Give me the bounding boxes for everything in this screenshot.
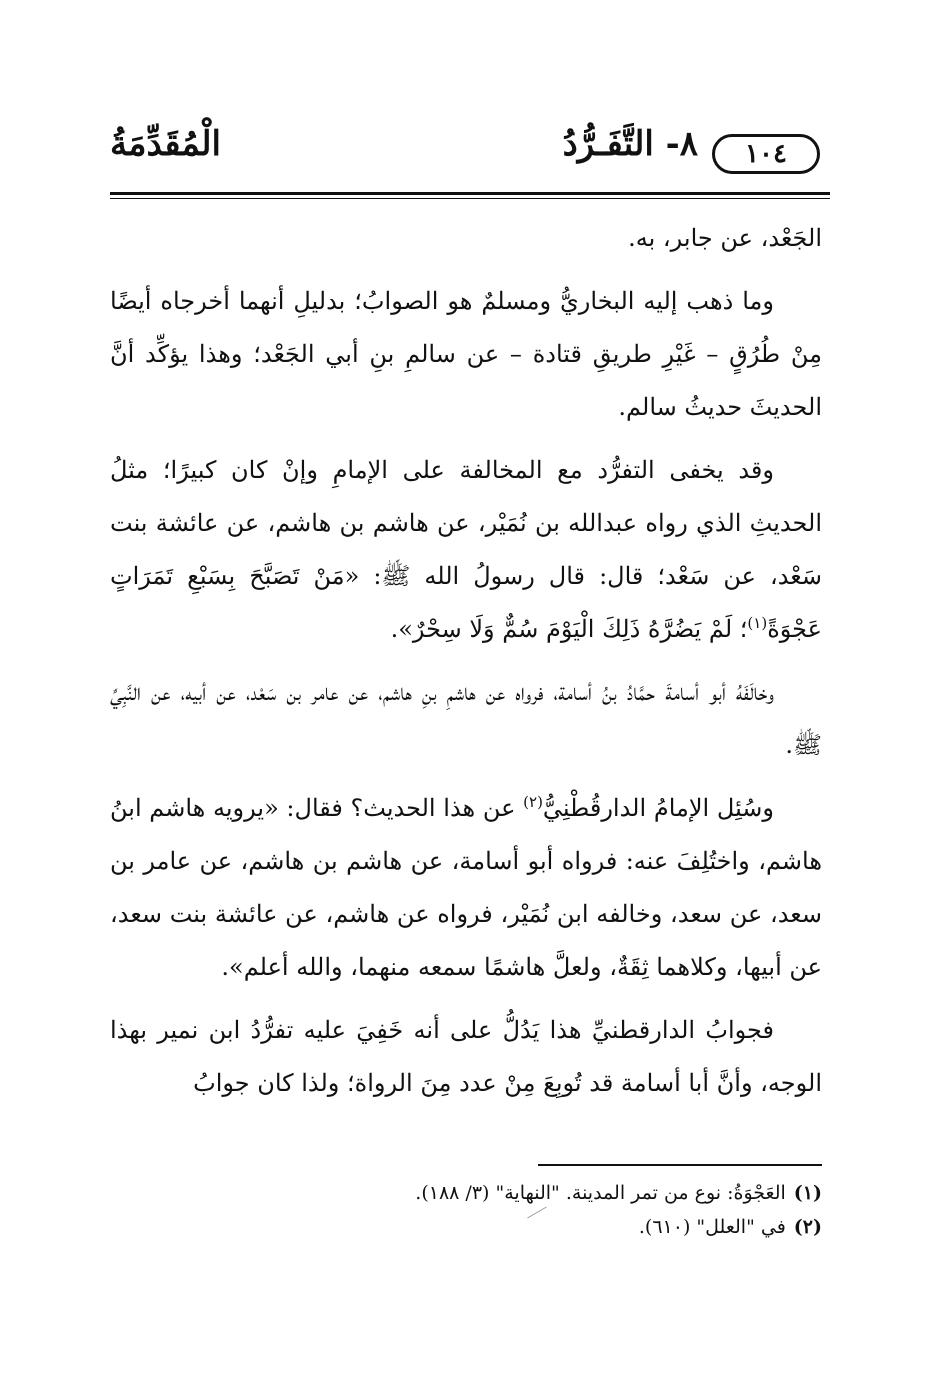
paragraph-4-text: وخالَفَهُ أبو أسامةَ حمَّادُ بنُ أسامة، فرواه عن هاشمِ بنِ هاشم، عن عامر بن سَعْد، عن أبيه، عن النَّبِيِّ ﷺ. xyxy=(110,678,822,759)
footnote-1 xyxy=(300,1176,822,1210)
footnote-ref-2[interactable]: (٢) xyxy=(523,793,543,811)
page-number: ١٠٤ xyxy=(745,139,787,169)
paragraph-2-text: وما ذهب إليه البخاريُّ ومسلمٌ هو الصوابُ؛ بدليلِ أنهما أخرجاه أيضًا مِنْ طُرُقٍ – غَيْرِ طريقِ قتادة – عن سالمِ بنِ أبي الجَعْد؛ وهذا يؤكِّد أنَّ الحديثَ حديثُ سالم. xyxy=(110,287,822,421)
header-rule xyxy=(110,192,830,199)
paragraph-2 xyxy=(110,275,822,434)
chapter-title: ٨- التَّفَـرُّدُ xyxy=(562,124,698,164)
paragraph-4 xyxy=(110,666,822,772)
paragraph-1-text: الجَعْد، عن جابر، به. xyxy=(628,224,822,252)
book-title: الْمُقَدِّمَةُ xyxy=(110,124,221,164)
paragraph-1 xyxy=(110,212,822,265)
footnote-rule xyxy=(538,1164,822,1166)
footnote-2-number: (٢) xyxy=(793,1216,822,1238)
footnote-ref-1[interactable]: (١) xyxy=(747,614,768,632)
main-text xyxy=(110,212,822,1120)
footnote-2-text: في "العلل" (٦١٠). xyxy=(638,1216,786,1238)
paragraph-3-text-a: وقد يخفى التفرُّد مع المخالفة على الإمامِ وإنْ كان كبيرًا؛ مثلُ الحديثِ الذي رواه عبدالله بن نُمَيْر، عن هاشم بن هاشم، عن عائشة بنت سَعْد، عن سَعْد؛ قال: قال رسولُ الله ﷺ: «مَنْ تَصَبَّحَ بِسَبْعِ تَمَرَاتٍ عَجْوَةً xyxy=(110,456,822,643)
page-number-badge xyxy=(712,134,820,174)
page-header xyxy=(110,118,830,202)
paragraph-5-text-a: وسُئِل الإمامُ الدارقُطْنِيُّ xyxy=(542,794,775,822)
paragraph-3-text-b: ؛ لَمْ يَضُرَّهُ ذَلِكَ الْيَوْمَ سُمٌّ وَلَا سِحْرٌ». xyxy=(390,615,748,643)
paragraph-5-text-b: عن هذا الحديث؟ فقال: «يرويه هاشم ابنُ هاشم، واختُلِفَ عنه: فرواه أبو أسامة، عن هاشم بن هاشم، عن عامر بن سعد، عن سعد، وخالفه ابن نُمَيْر، فرواه عن هاشم، عن عائشة بنت سعد، عن أبيها، وكلاهما ثِقَةٌ، ولعلَّ هاشمًا سمعه منهما، والله أعلم». xyxy=(110,794,822,981)
footnotes xyxy=(300,1176,822,1244)
footnote-1-number: (١) xyxy=(793,1182,822,1204)
paragraph-6 xyxy=(110,1004,822,1110)
paragraph-3 xyxy=(110,444,822,656)
paragraph-5 xyxy=(110,782,822,994)
footnote-2 xyxy=(300,1210,822,1244)
paragraph-6-text: فجوابُ الدارقطنيِّ هذا يَدُلُّ على أنه خَفِيَ عليه تفرُّدُ ابن نمير بهذا الوجه، وأنَّ أبا أسامة قد تُوبِعَ مِنْ عدد مِنَ الرواة؛ ولذا كان جوابُ xyxy=(110,1016,822,1097)
footnote-1-text: العَجْوَةُ: نوع من تمر المدينة. "النهاية" (٣/ ١٨٨). xyxy=(415,1182,786,1204)
